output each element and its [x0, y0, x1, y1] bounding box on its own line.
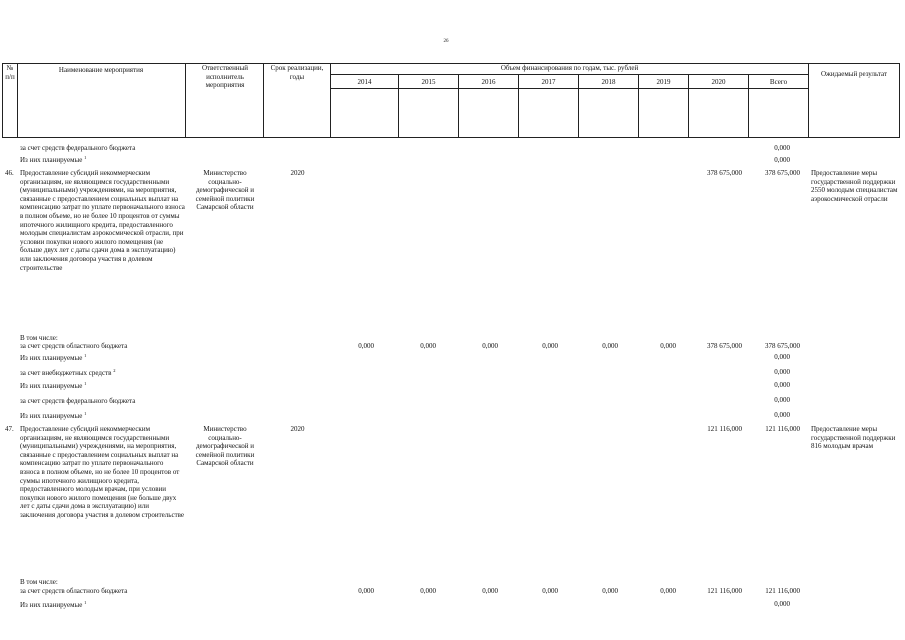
cell-total: 0,000	[774, 353, 790, 361]
header-financing: Объем финансирования по годам, тыс. рублей	[500, 64, 639, 72]
item-name: Предоставление субсидий некоммерческим организациям, не являющимся государственными (муниципальными) учреждениями, на мероприятия, связанные с предоставлением социальных выплат на компенсацию затрат по уплате первоначального взноса в полном объеме, но не более 10 процентов от суммы ипотечного жилищного кредита, предоставленного молодым специалистам аэрокосмической отрасли, при условии покупки нового жилого помещения (не больше двух лет с даты сдачи дома в эксплуатацию) или заключения договора участия в долевом строительстве	[20, 169, 185, 272]
cell-2019: 0,000	[660, 342, 676, 350]
cell-total: 0,000	[774, 396, 790, 404]
item-number: 46.	[5, 169, 14, 177]
row-label: за счет средств федерального бюджета	[20, 397, 136, 405]
item-result: Предоставление меры государственной поддержки 2550 молодым специалистам аэрокосмической отрасли	[811, 169, 898, 203]
row-total: 0,000	[774, 156, 790, 164]
header-year: 2017	[541, 78, 556, 86]
cell-2020: 121 116,000	[707, 587, 742, 595]
row-label: за счет средств федерального бюджета	[20, 144, 136, 152]
cell-2018: 0,000	[602, 342, 618, 350]
item-2020: 378 675,000	[707, 169, 742, 177]
header-executor: Ответственный исполнитель мероприятия	[201, 64, 249, 90]
item-executor: Министерство социально-демографической и семейной политики Самарской области	[195, 169, 255, 212]
item-number: 47.	[5, 425, 14, 433]
row-label: за счет внебюджетных средств $^2$	[20, 368, 116, 377]
cell-2019: 0,000	[660, 587, 676, 595]
item-executor: Министерство социально-демографической и семейной политики Самарской области	[195, 425, 255, 468]
cell-2014: 0,000	[358, 587, 374, 595]
cell-2016: 0,000	[482, 342, 498, 350]
cell-2020: 378 675,000	[707, 342, 742, 350]
cell-2017: 0,000	[542, 342, 558, 350]
cell-2015: 0,000	[420, 342, 436, 350]
item-total: 378 675,000	[765, 169, 800, 177]
header-total: Всего	[769, 78, 788, 86]
item-term: 2020	[290, 169, 305, 177]
header-term: Срок реализации, годы	[270, 64, 324, 81]
item-total: 121 116,000	[765, 425, 800, 433]
item-name: Предоставление субсидий некоммерческим организациям, не являющимся государственными (муниципальными) учреждениями, на мероприятия, связанные с предоставлением социальных выплат на компенсацию затрат по уплате первоначального взноса в полном объеме, но не более 10 процентов от суммы ипотечного жилищного кредита, предоставленного молодым врачам, при условии покупки нового жилого помещения (не больше двух лет с даты сдачи дома в эксплуатацию) или заключения договора участия в долевом строительстве	[20, 425, 185, 519]
cell-total: 121 116,000	[765, 587, 800, 595]
row-total: 0,000	[774, 144, 790, 152]
row-label: за счет средств областного бюджета	[20, 587, 128, 595]
header-year: 2020	[711, 78, 726, 86]
cell-total: 0,000	[774, 411, 790, 419]
item-2020: 121 116,000	[707, 425, 742, 433]
header-year: 2019	[656, 78, 671, 86]
row-label: Из них планируемые $^1$	[20, 353, 87, 362]
cell-2017: 0,000	[542, 587, 558, 595]
cell-2018: 0,000	[602, 587, 618, 595]
row-label: Из них планируемые $^1$	[20, 600, 87, 609]
cell-2016: 0,000	[482, 587, 498, 595]
header-year: 2014	[357, 78, 372, 86]
cell-2015: 0,000	[420, 587, 436, 595]
header-year: 2016	[481, 78, 496, 86]
item-term: 2020	[290, 425, 305, 433]
cell-total: 0,000	[774, 368, 790, 376]
row-label: Из них планируемые $^1$	[20, 155, 87, 164]
cell-total: 378 675,000	[765, 342, 800, 350]
cell-2014: 0,000	[358, 342, 374, 350]
cell-total: 0,000	[774, 600, 790, 608]
row-label: за счет средств областного бюджета	[20, 342, 128, 350]
header-year: 2015	[421, 78, 436, 86]
header-num: № п/п	[5, 64, 15, 81]
including-label: В том числе:	[20, 578, 58, 586]
row-label: Из них планируемые $^1$	[20, 411, 87, 420]
row-label: Из них планируемые $^1$	[20, 381, 87, 390]
header-year: 2018	[601, 78, 616, 86]
header-result: Ожидаемый результат	[820, 70, 888, 78]
page-number: 26	[443, 39, 449, 44]
header-name: Наименование мероприятия	[58, 66, 144, 74]
including-label: В том числе:	[20, 334, 58, 342]
item-result: Предоставление меры государственной поддержки 816 молодым врачам	[811, 425, 896, 451]
cell-total: 0,000	[774, 381, 790, 389]
